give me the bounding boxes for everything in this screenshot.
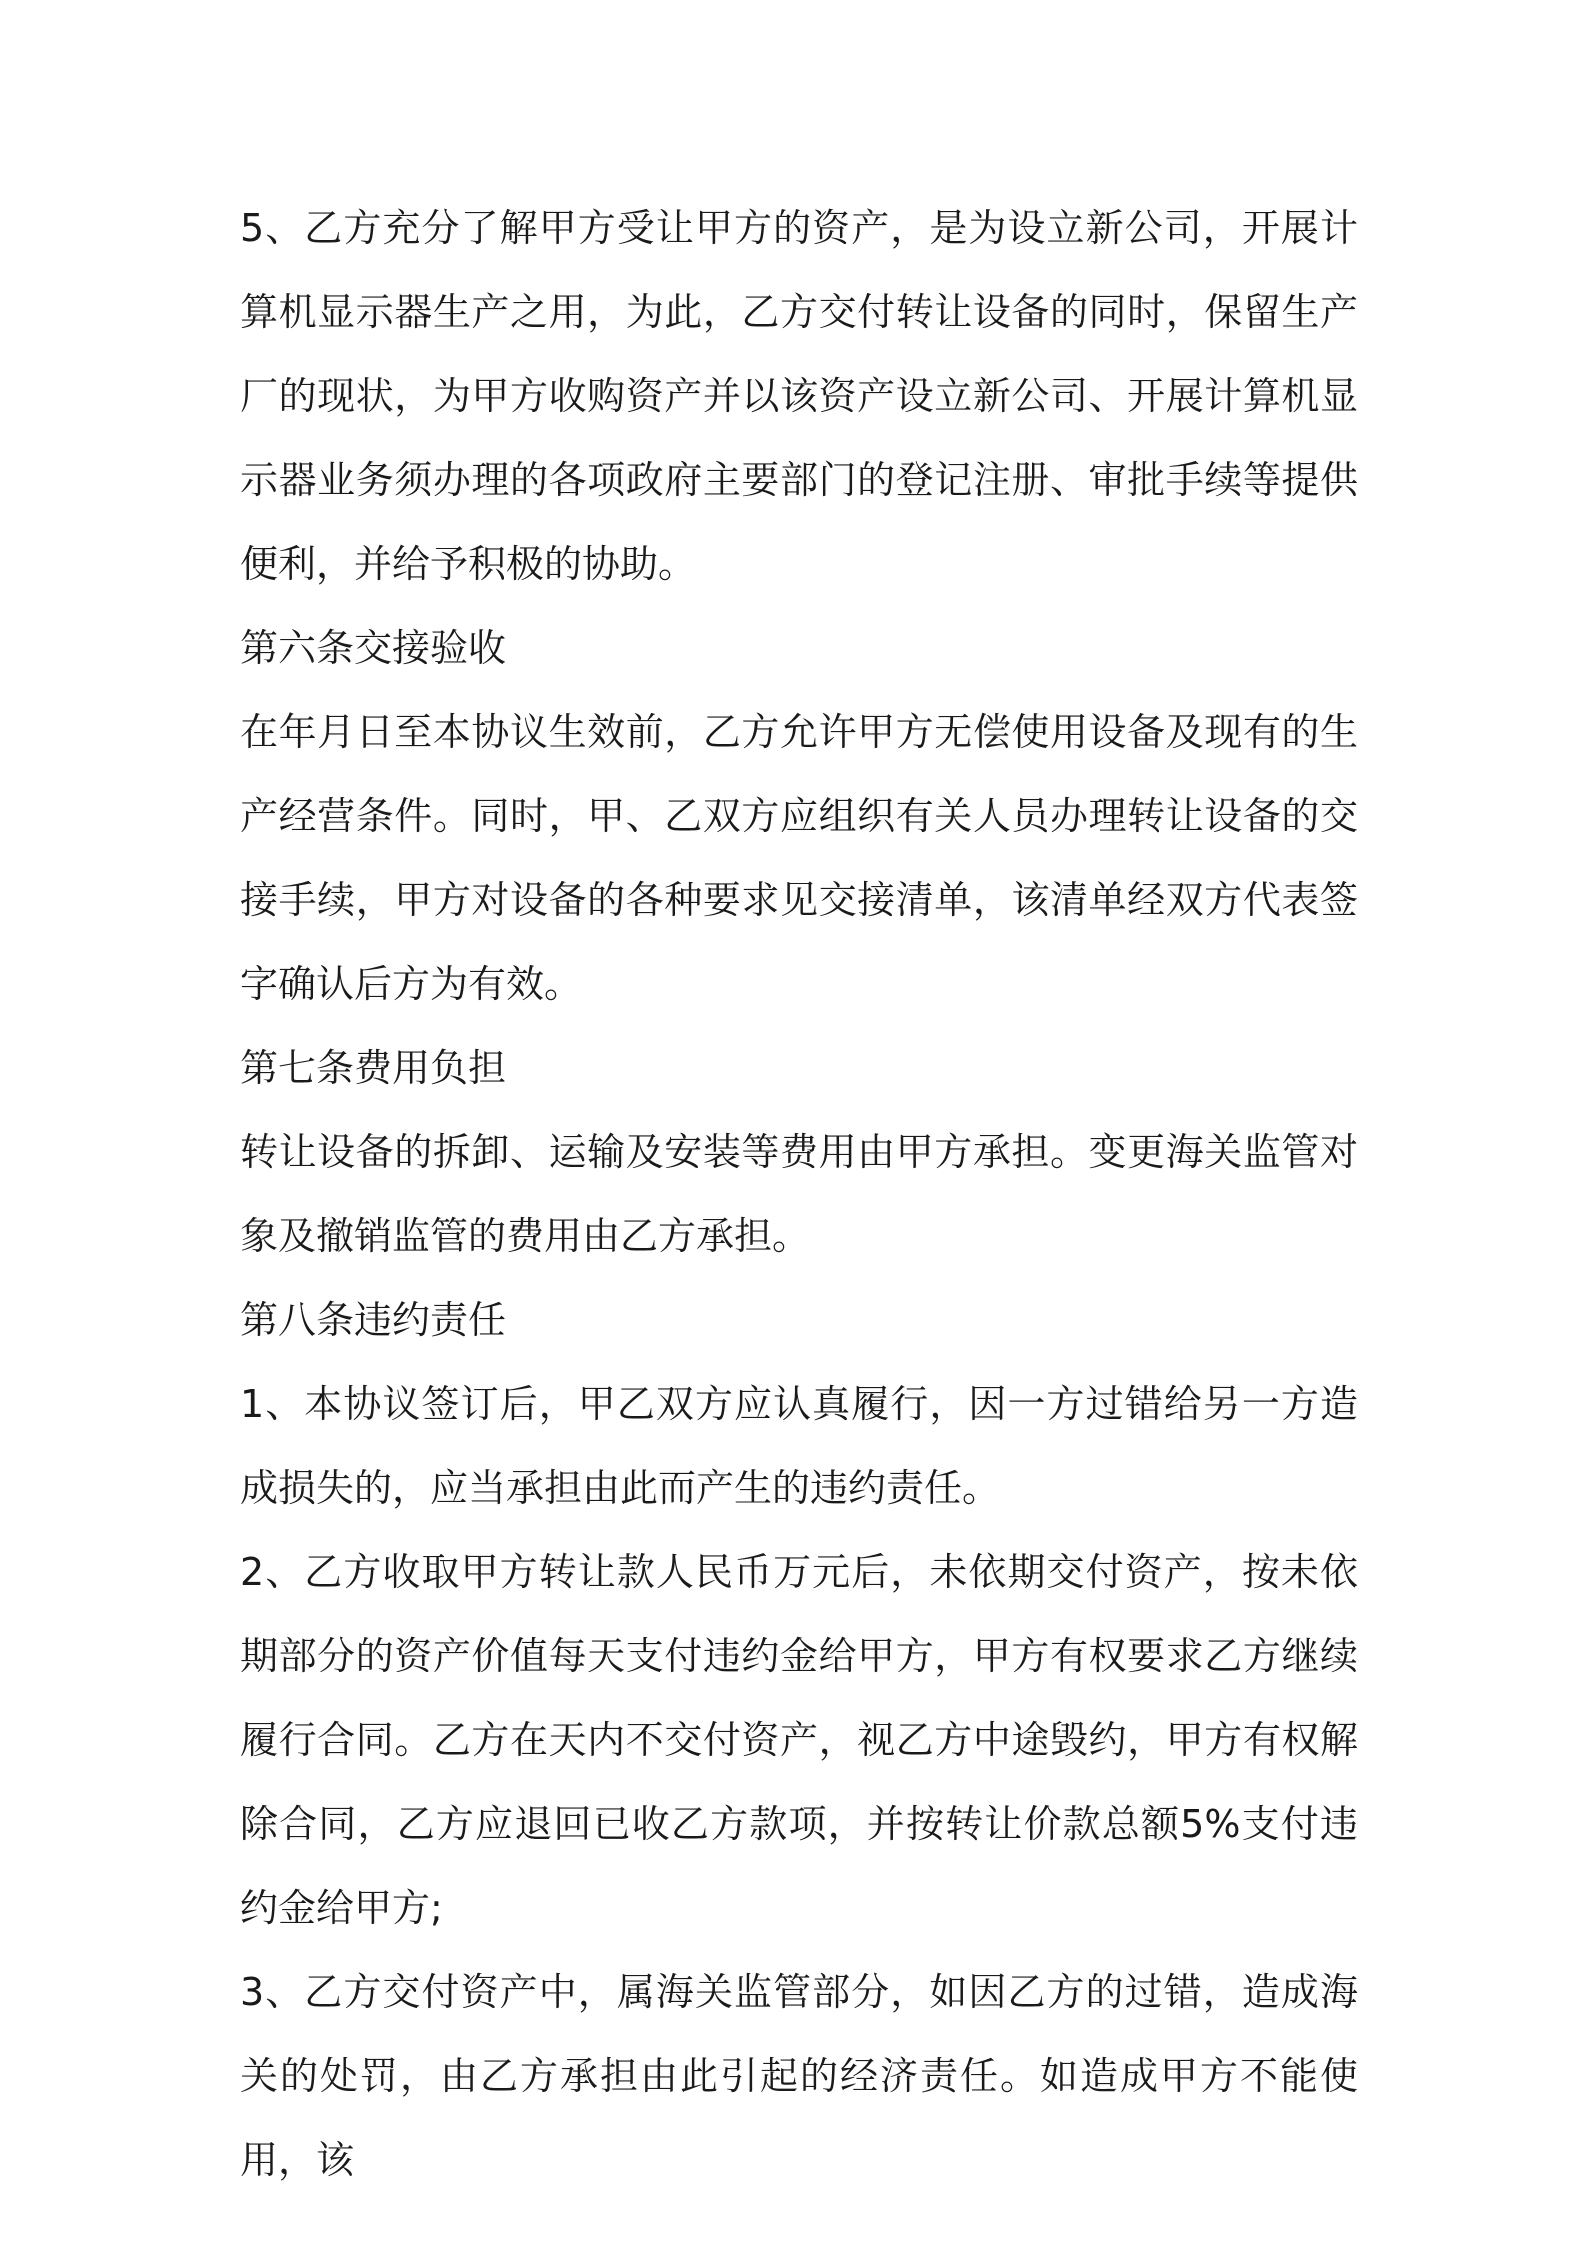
- article-6-heading: 第六条交接验收: [240, 626, 507, 670]
- document-body: [240, 186, 1358, 2202]
- article-8-clause-3: 3、乙方交付资产中，属海关监管部分，如因乙方的过错，造成海关的处罚，由乙方承担由此引起的经济责任。如造成甲方不能使用，该: [240, 1970, 1358, 2182]
- article-8-clause-1: 1、本协议签订后，甲乙双方应认真履行，因一方过错给另一方造成损失的，应当承担由此而产生的违约责任。: [240, 1382, 1358, 1510]
- article-8-heading: 第八条违约责任: [240, 1298, 507, 1342]
- article-8-clause-2: 2、乙方收取甲方转让款人民币万元后，未依期交付资产，按未依期部分的资产价值每天支付违约金给甲方，甲方有权要求乙方继续履行合同。乙方在天内不交付资产，视乙方中途毁约，甲方有权解除合同，乙方应退回已收乙方款项，并按转让价款总额5%支付违约金给甲方;: [240, 1550, 1358, 1930]
- clause-5-paragraph: 5、乙方充分了解甲方受让甲方的资产，是为设立新公司，开展计算机显示器生产之用，为此，乙方交付转让设备的同时，保留生产厂的现状，为甲方收购资产并以该资产设立新公司、开展计算机显示器业务须办理的各项政府主要部门的登记注册、审批手续等提供便利，并给予积极的协助。: [240, 206, 1358, 586]
- article-7-heading: 第七条费用负担: [240, 1046, 507, 1090]
- article-7-paragraph: 转让设备的拆卸、运输及安装等费用由甲方承担。变更海关监管对象及撤销监管的费用由乙方承担。: [240, 1130, 1358, 1258]
- article-6-paragraph: 在年月日至本协议生效前，乙方允许甲方无偿使用设备及现有的生产经营条件。同时，甲、乙双方应组织有关人员办理转让设备的交接手续，甲方对设备的各种要求见交接清单，该清单经双方代表签字确认后方为有效。: [240, 710, 1358, 1006]
